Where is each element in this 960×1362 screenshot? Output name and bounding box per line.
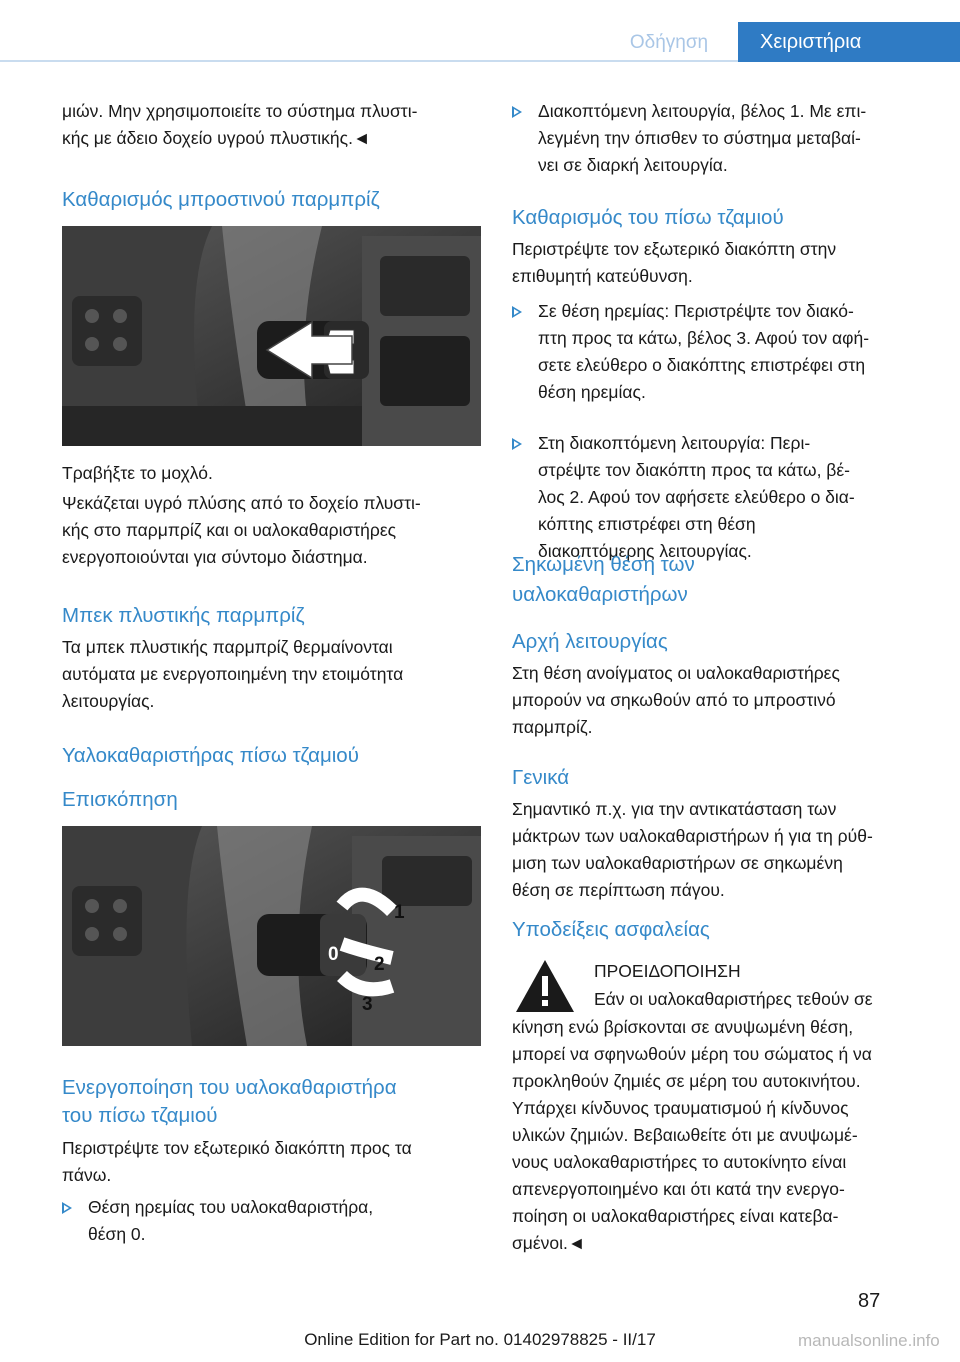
paragraph-washer-jets: Τα μπεκ πλυστικής παρμπρίζ θερμαίνονται αυτόματα με ενεργοποιημένη την ετοιμότητα λειτουργίας. <box>62 637 404 711</box>
photo2-label-3: 3 <box>362 994 373 1015</box>
bullet-interval-turn: Στη διακοπτόμενη λειτουργία: Περι- στρέψτε τον διακόπτη προς τα κάτω, βέ- λος 2. Αφού τον αφήσετε ελεύθερο ο δια- κόπτης επιστρέφει στη θέση διακοπτόμερης λειτουργίας. <box>512 430 932 565</box>
heading-clean-rear: Καθαρισμός του πίσω τζαμιού <box>512 206 784 229</box>
bullet-interval-mode: Διακοπτόμενη λειτουργία, βέλος 1. Με επι- λεγμένη την όπισθεν το σύστημα μεταβαί- νει σε διαρκή λειτουργία. <box>512 98 932 179</box>
bullet-rest-turn: Σε θέση ηρεμίας: Περιστρέψτε τον διακό- πτη προς τα κάτω, βέλος 3. Αφού τον αφή- σετε ελεύθερο ο διακόπτης επιστρέφει στη θέση ηρεμίας. <box>512 298 932 406</box>
warning-text: κίνηση ενώ βρίσκονται σε ανυψωμένη θέση, μπορεί να σφηνωθούν μέρη του σώματος ή να προκληθούν ζημιές σε μέρη του αυτοκινήτου. Υπάρχει κίνδυνος τραυματισμού ή κίνδυνος υλικών ζημιών. Βεβαιωθείτε ότι με ανυψωμέ- νους υαλοκαθαριστήρες το αυτοκίνητο είναι απενεργοποιημένο και ότι κατά την ενεργο- ποίηση οι υαλοκαθαριστήρες είναι κατεβα- σμένοι.◄ <box>512 1017 872 1253</box>
page-number: 87 <box>858 1290 881 1312</box>
paragraph-turn-switch: Περιστρέψτε τον εξωτερικό διακόπτη στην επιθυμητή κατεύθυνση. <box>512 239 837 286</box>
bullet-arrow-icon <box>512 306 522 318</box>
heading-front-cleaning: Καθαρισμός μπροστινού παρμπρίζ <box>62 188 380 211</box>
rear-switch-illustration <box>62 826 481 1046</box>
bullet-rest-position: Θέση ηρεμίας του υαλοκαθαριστήρα, θέση 0. <box>62 1194 482 1248</box>
intro-paragraph: μιών. Μην χρησιμοποιείτε το σύστημα πλυστι- κής με άδειο δοχείο υγρού πλυστικής.◄ <box>62 101 418 148</box>
heading-activate-rear-wiper: Ενεργοποίηση του υαλοκαθαριστήρα του πίσω τζαμιού <box>62 1076 397 1127</box>
footer-watermark: manualsonline.info <box>798 1331 940 1350</box>
heading-overview: Επισκόπηση <box>62 788 178 811</box>
photo2-label-2: 2 <box>374 954 385 975</box>
photo-rear-wiper-switch <box>62 826 481 1046</box>
footer-edition: Online Edition for Part no. 01402978825 - II/17 <box>304 1330 656 1349</box>
heading-folded-position: Σηκωμένη θέση των υαλοκαθαριστήρων <box>512 553 695 606</box>
heading-washer-jets: Μπεκ πλυστικής παρμπρίζ <box>62 604 305 627</box>
paragraph-activate: Περιστρέψτε τον εξωτερικό διακόπτη προς τα πάνω. <box>62 1138 412 1185</box>
heading-rear-wiper: Υαλοκαθαριστήρας πίσω τζαμιού <box>62 744 359 767</box>
photo-wiper-stalk-pull <box>62 226 481 446</box>
bullet-arrow-icon <box>512 106 522 118</box>
header-section-tab: Χειριστήρια <box>738 22 960 62</box>
paragraph-spray: Ψεκάζεται υγρό πλύσης από το δοχείο πλυστι- κής στο παρμπρίζ και οι υαλοκαθαριστήρες ενεργοποιούνται για σύντομο διάστημα. <box>62 493 421 567</box>
warning-text-first-line: Εάν οι υαλοκαθαριστήρες τεθούν σε <box>594 989 873 1009</box>
paragraph-pull-lever: Τραβήξτε το μοχλό. <box>62 463 213 483</box>
header-chapter: Οδήγηση <box>629 32 709 53</box>
heading-general: Γενικά <box>512 766 570 789</box>
photo2-label-1: 1 <box>394 902 405 923</box>
bullet-arrow-icon <box>62 1202 72 1214</box>
warning-title: ΠΡΟΕΙΔΟΠΟΙΗΣΗ <box>594 961 741 981</box>
warning-triangle-icon <box>514 958 576 1014</box>
heading-principle: Αρχή λειτουργίας <box>512 630 668 653</box>
heading-safety: Υποδείξεις ασφαλείας <box>512 918 710 941</box>
photo2-label-0: 0 <box>328 944 339 965</box>
paragraph-principle: Στη θέση ανοίγματος οι υαλοκαθαριστήρες μπορούν να σηκωθούν από το μπροστινό παρμπρίζ. <box>512 663 840 737</box>
paragraph-general: Σημαντικό π.χ. για την αντικατάσταση των μάκτρων των υαλοκαθαριστήρων ή για τη ρύθ- μιση των υαλοκαθαριστήρων σε σηκωμένη θέση σε περίπτωση πάγου. <box>512 799 873 900</box>
bullet-arrow-icon <box>512 438 522 450</box>
stalk-pull-illustration <box>62 226 481 446</box>
